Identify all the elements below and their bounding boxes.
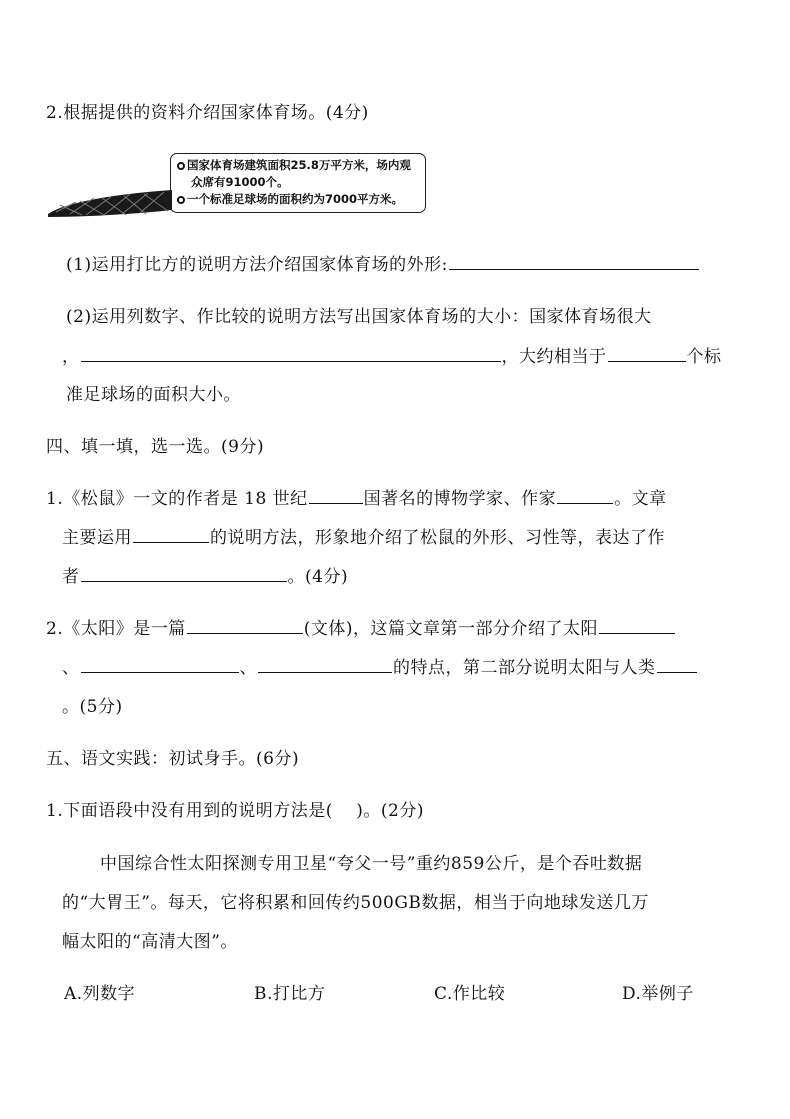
text-segment: 个标 bbox=[686, 347, 722, 367]
stadium-info-box bbox=[170, 153, 426, 213]
sub-question-2-line-1: (2)运用列数字、作比较的说明方法写出国家体育场的大小：国家体育场很大 bbox=[66, 307, 652, 327]
answer-blank[interactable] bbox=[557, 502, 613, 504]
answer-blank[interactable] bbox=[81, 671, 239, 673]
section-4-q1-line-2 bbox=[62, 523, 665, 548]
info-line-1: 国家体育场建筑面积25.8万平方米，场内观 bbox=[187, 158, 411, 172]
section-4-q1-line-3 bbox=[62, 562, 348, 587]
option-b[interactable]: B.打比方 bbox=[254, 984, 326, 1004]
section-4-q2-line-1 bbox=[46, 614, 676, 639]
section-4-q2-line-3: 。(5分) bbox=[62, 697, 123, 717]
answer-blank[interactable] bbox=[258, 671, 392, 673]
section-4-q1-line-1 bbox=[46, 484, 667, 509]
text-segment: 者 bbox=[62, 567, 80, 587]
text-segment: 。文章 bbox=[614, 489, 667, 509]
text-segment: ， bbox=[62, 347, 80, 367]
info-line-2: 众席有91000个。 bbox=[191, 175, 289, 189]
section-4-title: 四、填一填，选一选。(9分) bbox=[46, 437, 265, 457]
text-segment: 主要运用 bbox=[62, 528, 132, 548]
stadium-illustration bbox=[46, 188, 174, 218]
sub-question-1 bbox=[66, 250, 700, 275]
answer-blank[interactable] bbox=[81, 580, 287, 582]
bullet-icon bbox=[177, 162, 185, 170]
answer-blank[interactable] bbox=[657, 671, 697, 673]
section-5-q1-header: 1.下面语段中没有用到的说明方法是( )。(2分) bbox=[46, 801, 424, 821]
answer-blank[interactable] bbox=[309, 502, 363, 504]
bullet-icon bbox=[177, 196, 185, 204]
text-segment: 、 bbox=[62, 658, 80, 678]
passage-line-1: 中国综合性太阳探测专用卫星“夸父一号”重约859公斤，是个吞吐数据 bbox=[100, 854, 643, 874]
sub-question-2-line-3: 准足球场的面积大小。 bbox=[66, 385, 241, 405]
answer-blank[interactable] bbox=[449, 268, 699, 270]
answer-blank[interactable] bbox=[608, 360, 686, 362]
sub-question-2-line-2 bbox=[62, 342, 722, 367]
text-segment: 的特点，第二部分说明太阳与人类 bbox=[393, 658, 656, 678]
text-segment: 国著名的博物学家、作家 bbox=[363, 489, 557, 509]
text-segment: 2.《太阳》是一篇 bbox=[46, 619, 186, 639]
passage-line-3: 幅太阳的“高清大图”。 bbox=[62, 932, 238, 952]
section-4-q2-line-2 bbox=[62, 653, 698, 678]
text-segment: 。(4分) bbox=[287, 567, 349, 587]
answer-blank[interactable] bbox=[81, 360, 501, 362]
sub-question-1-text: (1)运用打比方的说明方法介绍国家体育场的外形: bbox=[66, 255, 448, 275]
text-segment: 的说明方法，形象地介绍了松鼠的外形、习性等，表达了作 bbox=[210, 528, 665, 548]
option-a[interactable]: A.列数字 bbox=[64, 984, 136, 1004]
text-segment: ，大约相当于 bbox=[501, 347, 607, 367]
text-segment: 1.《松鼠》一文的作者是 18 世纪 bbox=[46, 489, 308, 509]
answer-blank[interactable] bbox=[133, 541, 209, 543]
section-5-title: 五、语文实践：初试身手。(6分) bbox=[46, 749, 300, 769]
question-2-header: 2.根据提供的资料介绍国家体育场。(4分) bbox=[46, 103, 369, 123]
answer-blank[interactable] bbox=[187, 632, 303, 634]
option-c[interactable]: C.作比较 bbox=[434, 984, 506, 1004]
info-line-3: 一个标准足球场的面积约为7000平方米。 bbox=[187, 192, 404, 206]
answer-blank[interactable] bbox=[599, 632, 675, 634]
option-d[interactable]: D.举例子 bbox=[622, 984, 694, 1004]
text-segment: 、 bbox=[239, 658, 257, 678]
text-segment: (文体)，这篇文章第一部分介绍了太阳 bbox=[303, 619, 598, 639]
passage-line-2: 的“大胃王”。每天，它将积累和回传约500GB数据，相当于向地球发送几万 bbox=[62, 893, 649, 913]
